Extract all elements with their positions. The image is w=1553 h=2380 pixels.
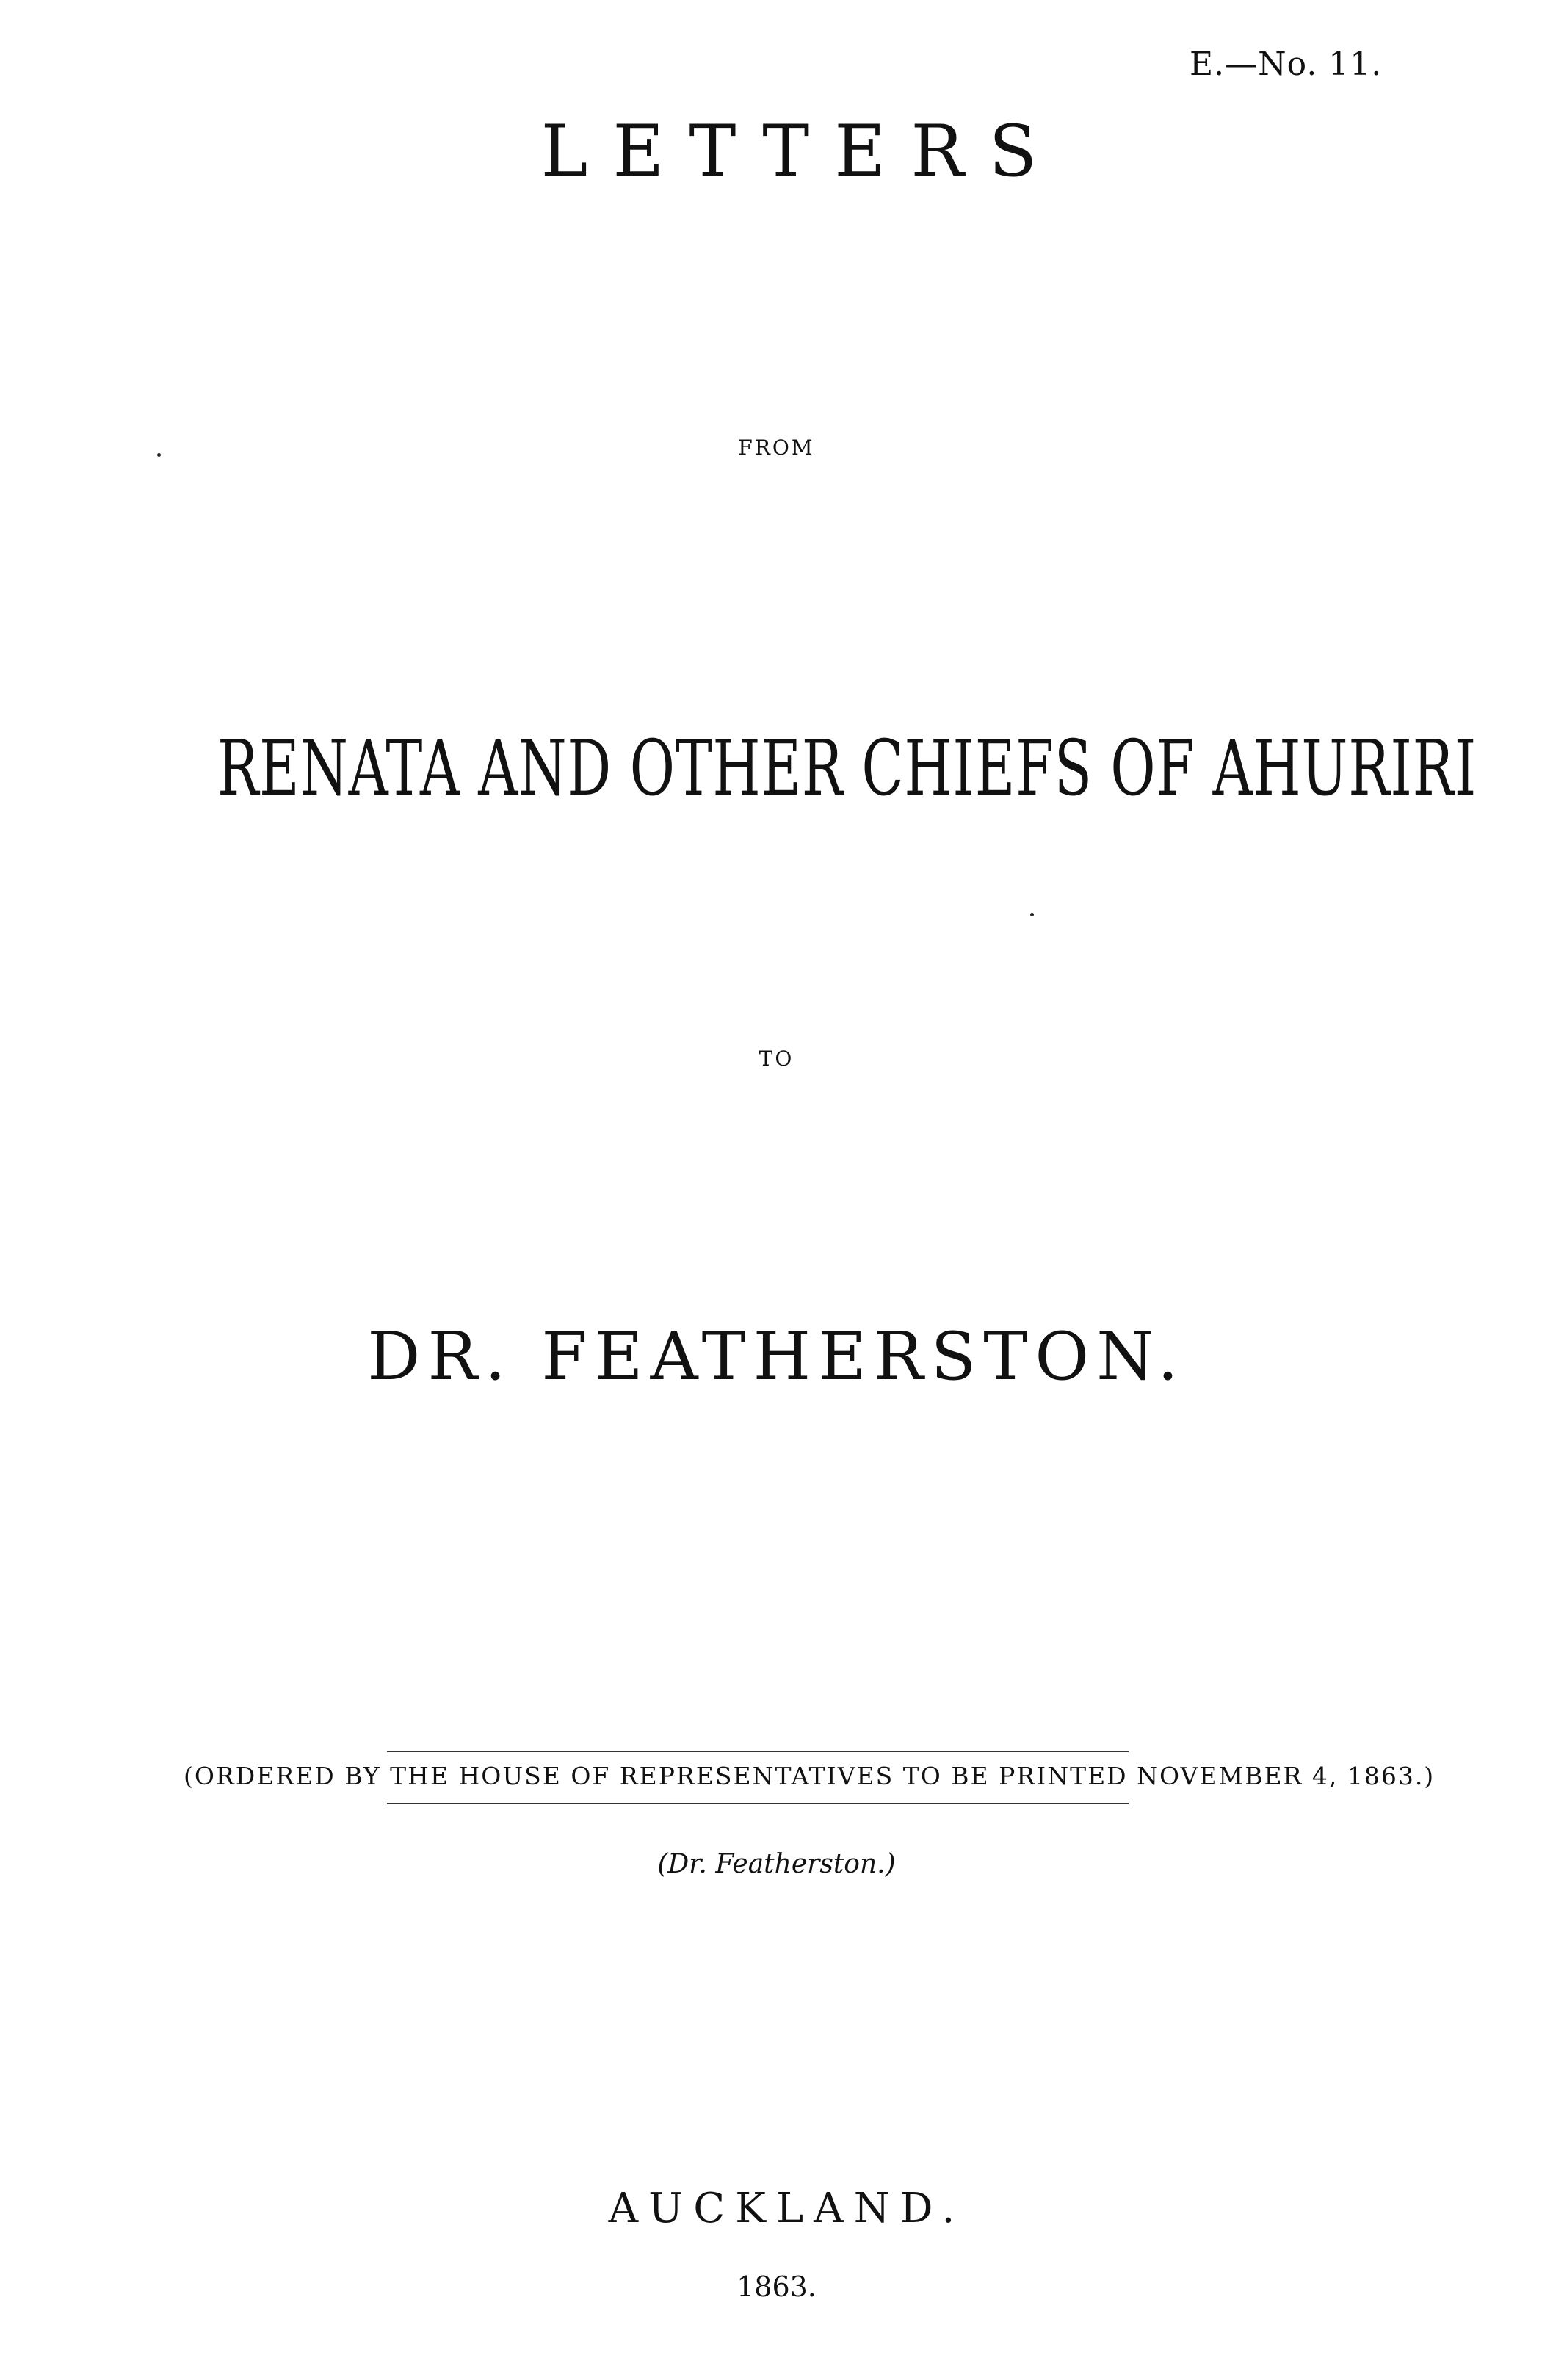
letter-recipient: DR. FEATHERSTON. xyxy=(367,1318,1186,1395)
document-title: LETTERS xyxy=(540,110,1063,192)
print-speck xyxy=(1030,913,1034,916)
year-of-printing: 1863. xyxy=(736,2271,817,2303)
letter-senders: RENATA AND OTHER CHIEFS OF AHURIRI xyxy=(217,723,1477,813)
from-label: FROM xyxy=(738,435,815,460)
printing-order-note: (ORDERED BY THE HOUSE OF REPRESENTATIVES TO BE PRINTED NOVEMBER 4, 1863.) xyxy=(184,1762,1436,1790)
presenter-note: (Dr. Featherston.) xyxy=(657,1849,896,1879)
document-reference: E.—No. 11. xyxy=(1190,46,1383,83)
place-of-printing: AUCKLAND. xyxy=(608,2185,966,2232)
to-label: TO xyxy=(759,1046,794,1071)
bottom-rule-divider xyxy=(387,1803,1129,1804)
top-rule-divider xyxy=(387,1751,1129,1752)
